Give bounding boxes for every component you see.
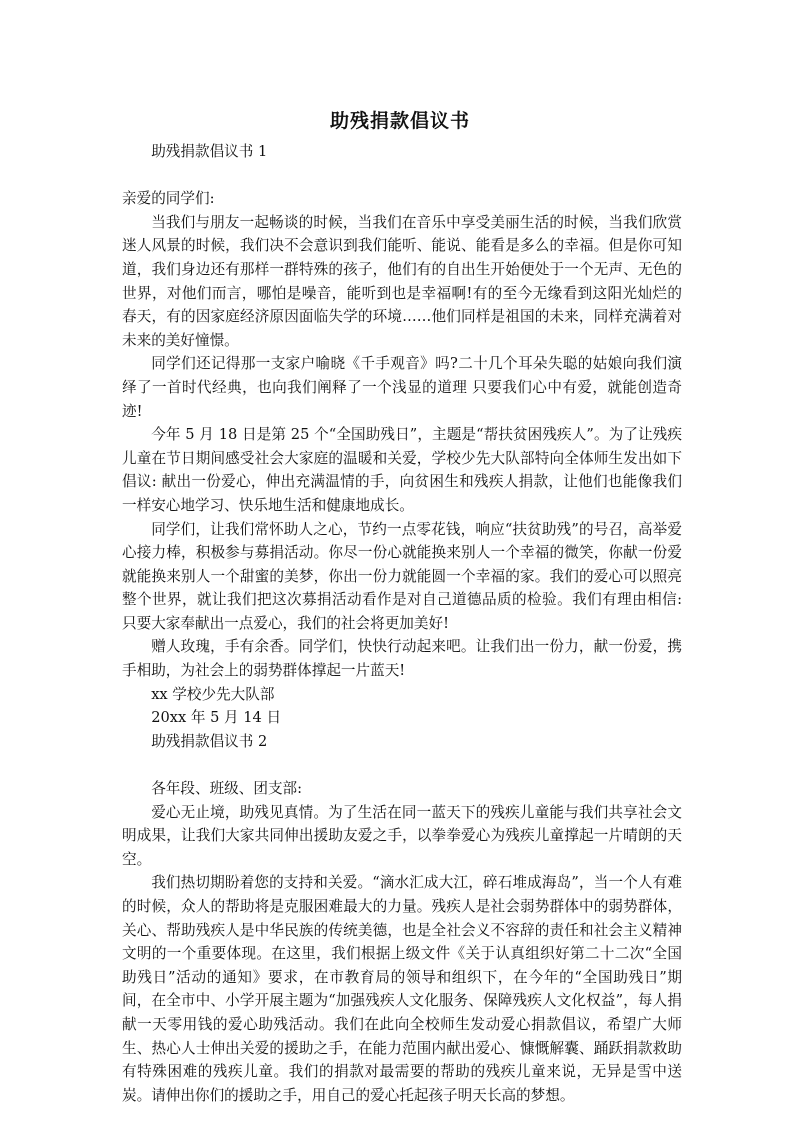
section1-paragraph-2: 同学们还记得那一支家户喻晓《千手观音》吗?二十几个耳朵失聪的姑娘向我们演绎了一首时代经典，也向我们阐释了一个浅显的道理 只要我们心中有爱，就能创造奇迹! <box>122 355 682 420</box>
section2-paragraph-1: 爱心无止境，助残见真情。为了生活在同一蓝天下的残疾儿童能与我们共享社会文明成果，让我们大家共同伸出援助友爱之手，以拳拳爱心为残疾儿童撑起一片晴朗的天空。 <box>122 803 682 868</box>
section1-paragraph-1: 当我们与朋友一起畅谈的时候，当我们在音乐中享受美丽生活的时候，当我们欣赏迷人风景的时候，我们决不会意识到我们能听、能说、能看是多么的幸福。但是你可知道，我们身边还有那样一群特殊的孩子，他们有的自出生开始便处于一个无声、无色的世界，对他们而言，哪怕是噪音，能听到也是幸福啊!有的至今无缘看到这阳光灿烂的春天，有的因家庭经济原因面临失学的环境……他们同样是祖国的未来，同样充满着对未来的美好憧憬。 <box>122 213 682 349</box>
document-body <box>122 140 682 1107</box>
document-title: 助残捐款倡议书 <box>329 110 470 132</box>
spacer <box>122 164 682 188</box>
spacer <box>122 753 682 777</box>
section1-date: 20xx 年 5 月 14 日 <box>151 709 282 727</box>
section2-paragraph-2: 我们热切期盼着您的支持和关爱。“滴水汇成大江，碎石堆成海岛”，当一个人有难的时候，众人的帮助将是克服困难最大的力量。残疾人是社会弱势群体中的弱势群体，关心、帮助残疾人是中华民族的传统美德，也是全社会义不容辞的责任和社会主义精神文明的一个重要体现。在这里，我们根据上级文件《关于认真组织好第二十二次“全国助残日”活动的通知》要求，在市教育局的领导和组织下，在今年的“全国助残日”期间，在全市中、小学开展主题为“加强残疾人文化服务、保障残疾人文化权益”，每人捐献一天零用钱的爱心助残活动。我们在此向全校师生发动爱心捐款倡议，希望广大师生、热心人士伸出关爱的援助之手，在能力范围内献出爱心、慷慨解囊、踊跃捐款救助有特殊困难的残疾儿童。我们的捐款对最需要的帮助的残疾儿童来说，无异是雪中送炭。请伸出你们的援助之手，用自己的爱心托起孩子明天长高的梦想。 <box>122 874 682 1104</box>
section1-heading: 助残捐款倡议书 1 <box>151 143 268 160</box>
section2-salutation: 各年段、班级、团支部: <box>151 780 303 798</box>
section2-heading: 助残捐款倡议书 2 <box>151 732 268 750</box>
section1-paragraph-3: 今年 5 月 18 日是第 25 个“全国助残日”，主题是“帮扶贫困残疾人”。为了让残疾儿童在节日期间感受社会大家庭的温暖和关爱，学校少先大队部特向全体师生发出如下倡议: 献出一份爱心，伸出充满温情的手，向贫困生和残疾人捐款，让他们也能像我们一样安心地学习、快乐地生活和健康地成长。 <box>122 426 682 514</box>
section1-paragraph-4: 同学们，让我们常怀助人之心，节约一点零花钱，响应“扶贫助残”的号召，高举爱心接力棒，积极参与募捐活动。你尽一份心就能换来别人一个幸福的微笑，你献一份爱就能换来别人一个甜蜜的美梦，你出一份力就能圆一个幸福的家。我们的爱心可以照亮整个世界，就让我们把这次募捐活动看作是对自己道德品质的检验。我们有理由相信: 只要大家奉献出一点爱心，我们的社会将更加美好! <box>122 520 682 632</box>
section1-salutation: 亲爱的同学们: <box>122 190 215 208</box>
section1-signature: xx 学校少先大队部 <box>151 685 275 703</box>
section1-paragraph-5: 赠人玫瑰，手有余香。同学们，快快行动起来吧。让我们出一份力，献一份爱，携手相助，为社会上的弱势群体撑起一片蓝天! <box>122 638 682 680</box>
